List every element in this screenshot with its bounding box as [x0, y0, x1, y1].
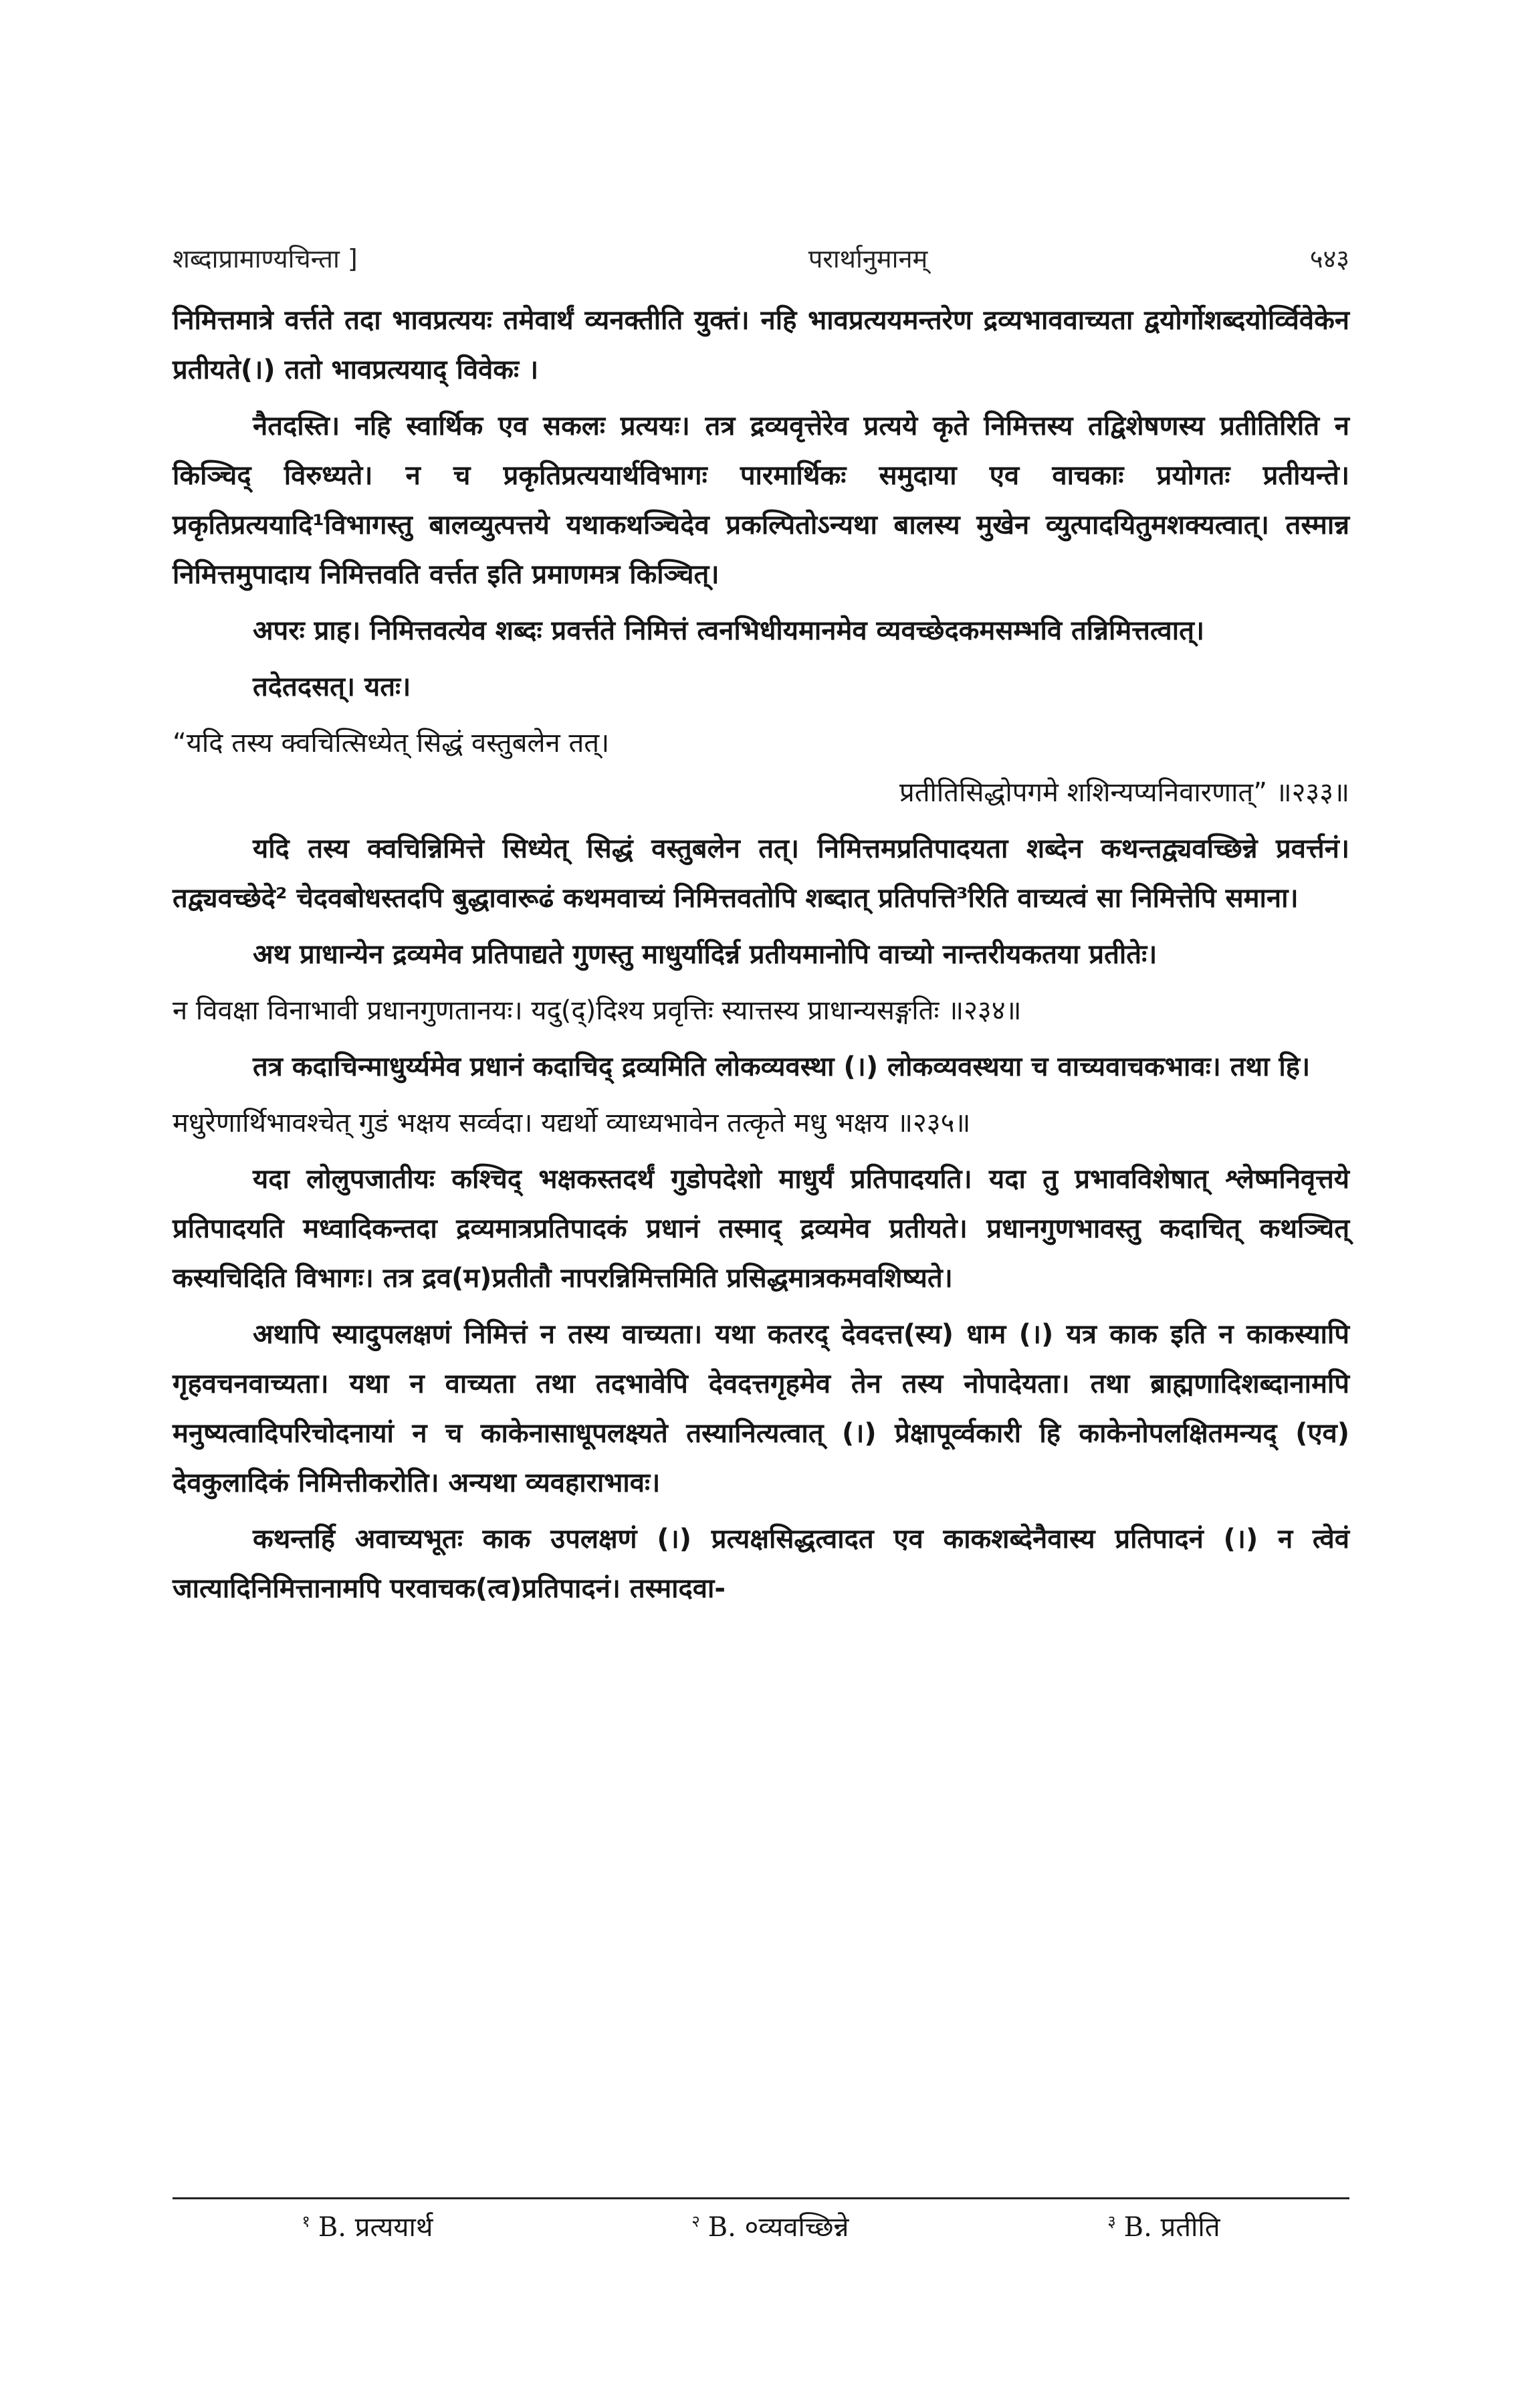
verse-line: “यदि तस्य क्वचित्सिध्येत् सिद्धं वस्तुबलेन तत्। [173, 728, 610, 759]
paragraph: यदि तस्य क्वचिन्निमित्ते सिध्येत् सिद्धं वस्तुबलेन तत्। निमित्तमप्रतिपादयता शब्देन कथन्तद्व्यवच्छिन्ने प्रवर्त्तनं। तद्व्यवच्छेदे² चेदवबोधस्तदपि बुद्धावारूढं कथमवाच्यं निमित्तवतोपि शब्दात् प्रतिपत्ति³रिति वाच्यत्वं सा निमित्तेपि समाना। [173, 833, 1349, 914]
paragraph: अपरः प्राह। निमित्तवत्येव शब्दः प्रवर्त्तते निमित्तं त्वनभिधीयमानमेव व्यवच्छेदकमसम्भवि तन्निमित्तत्वात्। [253, 615, 1205, 646]
paragraph: अथापि स्यादुपलक्षणं निमित्तं न तस्य वाच्यता। यथा कतरद् देवदत्त(स्य) धाम (।) यत्र काक इति न काकस्यापि गृहवचनवाच्यता। यथा न वाच्यता तथा तदभावेपि देवदत्तगृहमेव तेन तस्य नोपादेयता। तथा ब्राह्मणादिशब्दानामपि मनुष्यत्वादिपरिचोदनायां न च काकेनासाधूपलक्ष्यते तस्यानित्यत्वात् (।) प्रेक्षापूर्व्वकारी हि काकेनोपलक्षितमन्यद् (एव) देवकुलादिकं निमित्तीकरोति। अन्यथा व्यवहाराभावः। [173, 1319, 1349, 1498]
paragraph: अथ प्राधान्येन द्रव्यमेव प्रतिपाद्यते गुणस्तु माधुर्यादिर्न्न प्रतीयमानोपि वाच्यो नान्तरीयकतया प्रतीतेः। [253, 939, 1158, 970]
footnote-text: B. प्रत्ययार्थ [318, 2212, 433, 2243]
page-body [173, 241, 1349, 1620]
paragraph: तदेतदसत्। यतः। [253, 672, 411, 702]
page-number: ५४३ [1309, 244, 1349, 274]
section-title: शब्दाप्रामाण्यचिन्ता ] [173, 244, 358, 274]
running-header [173, 241, 1349, 276]
verse-line: न विवक्षा विनाभावी प्रधानगुणतानयः। यदु(द्)दिश्य प्रवृत्तिः स्यात्तस्य प्राधान्यसङ्गतिः ॥२३४॥ [173, 995, 1022, 1026]
chapter-title: परार्थानुमानम् [808, 244, 928, 274]
footnote [302, 2207, 433, 2244]
footnote-text: B. प्रतीति [1123, 2212, 1220, 2243]
verse-line: प्रतीतिसिद्धोपगमे शशिन्यप्यनिवारणात्” ॥२३३॥ [899, 777, 1349, 808]
footnote-number: २ [691, 2211, 700, 2231]
verse-line: मधुरेणार्थिभावश्चेत् गुडं भक्षय सर्व्वदा। यद्यर्थो व्याध्यभावेन तत्कृते मधु भक्षय ॥२३५॥ [173, 1108, 971, 1138]
paragraph: नैतदस्ति। नहि स्वार्थिक एव सकलः प्रत्ययः। तत्र द्रव्यवृत्तेरेव प्रत्यये कृते निमित्तस्य तद्विशेषणस्य प्रतीतिरिति न किञ्चिद् विरुध्यते। न च प्रकृतिप्रत्ययार्थविभागः पारमार्थिकः समुदाया एव वाचकाः प्रयोगतः प्रतीयन्ते। प्रकृतिप्रत्ययादि¹विभागस्तु बालव्युत्पत्तये यथाकथञ्चिदेव प्रकल्पितोऽन्यथा बालस्य मुखेन व्युत्पादयितुमशक्यत्वात्। तस्मान्न निमित्तमुपादाय निमित्तवति वर्त्तत इति प्रमाणमत्र किञ्चित्। [173, 411, 1349, 590]
footnote-number: ३ [1107, 2211, 1116, 2231]
footnotes [173, 2207, 1349, 2244]
footnote-number: १ [302, 2211, 310, 2231]
footnote-divider [173, 2197, 1349, 2199]
paragraph: निमित्तमात्रे वर्त्तते तदा भावप्रत्ययः तमेवार्थं व्यनक्तीति युक्तं। नहि भावप्रत्ययमन्तरेण द्रव्यभाववाच्यता द्वयोर्गोशब्दयोर्व्विवेकेन प्रतीयते(।) ततो भावप्रत्ययाद् विवेकः । [173, 305, 1349, 385]
footnote [691, 2207, 849, 2244]
paragraph: यदा लोलुपजातीयः कश्चिद् भक्षकस्तदर्थं गुडोपदेशो माधुर्यं प्रतिपादयति। यदा तु प्रभावविशेषात् श्लेष्मनिवृत्तये प्रतिपादयति मध्वादिकन्तदा द्रव्यमात्रप्रतिपादकं प्रधानं तस्माद् द्रव्यमेव प्रतीयते। प्रधानगुणभावस्तु कदाचित् कथञ्चित् कस्यचिदिति विभागः। तत्र द्रव(म)प्रतीतौ नापरन्निमित्तमिति प्रसिद्धमात्रकमवशिष्यते। [173, 1164, 1349, 1294]
paragraph: कथन्तर्हि अवाच्यभूतः काक उपलक्षणं (।) प्रत्यक्षसिद्धत्वादत एव काकशब्देनैवास्य प्रतिपादनं (।) न त्वेवं जात्यादिनिमित्तानामपि परवाचक(त्व)प्रतिपादनं। तस्मादवा- [173, 1524, 1349, 1604]
paragraph: तत्र कदाचिन्माधुर्य्यमेव प्रधानं कदाचिद् द्रव्यमिति लोकव्यवस्था (।) लोकव्यवस्थया च वाच्यवाचकभावः। तथा हि। [253, 1051, 1311, 1082]
footnote [1107, 2207, 1220, 2244]
verse-block [173, 986, 1349, 1035]
verse-block [173, 1098, 1349, 1148]
verse-block [173, 718, 1349, 817]
footnote-text: B. ०व्यवच्छिन्ने [707, 2212, 849, 2243]
